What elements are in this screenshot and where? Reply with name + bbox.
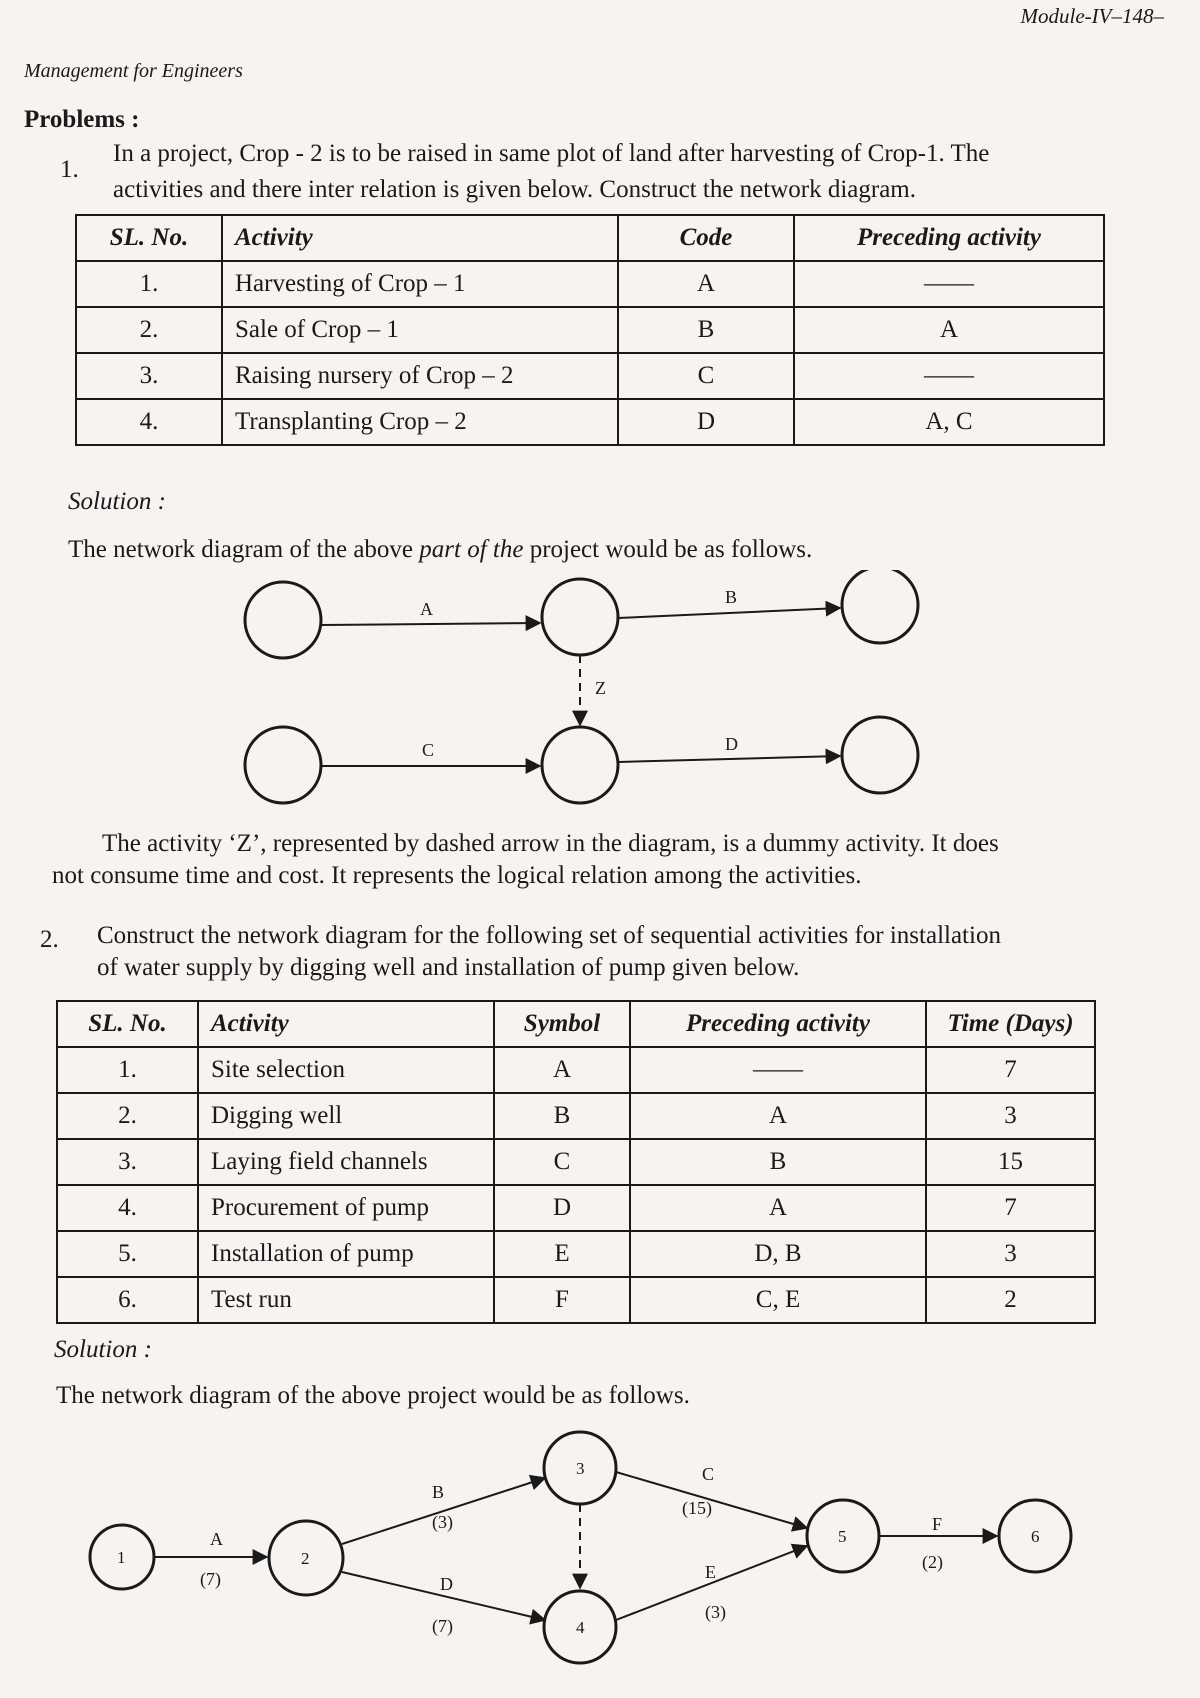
- solution-text-part: The network diagram of the above: [68, 536, 420, 563]
- cell-time: 3: [926, 1231, 1095, 1277]
- label-d: D: [725, 734, 738, 754]
- event-node: [245, 727, 321, 803]
- cell-code: A: [618, 261, 794, 307]
- cell-activity: Test run: [198, 1277, 494, 1323]
- cell-activity: Site selection: [198, 1047, 494, 1093]
- label-f: F: [932, 1514, 943, 1534]
- table-row: [57, 1139, 1095, 1185]
- table-row: [76, 353, 1104, 399]
- cell-symbol: F: [494, 1277, 630, 1323]
- node-label-2: 2: [301, 1549, 310, 1568]
- col-code: Code: [618, 215, 794, 261]
- table-row: [57, 1277, 1095, 1323]
- problem1-solution-text: [68, 536, 812, 564]
- cell-symbol: D: [494, 1185, 630, 1231]
- node-label-1: 1: [117, 1548, 126, 1567]
- event-node: [542, 727, 618, 803]
- cell-preceding: A, C: [794, 399, 1104, 445]
- event-node: [842, 570, 918, 643]
- arrow-a: [321, 623, 540, 625]
- label-d-time: (7): [432, 1616, 453, 1636]
- problem2-text-line2: of water supply by digging well and installation of pump given below.: [97, 954, 800, 981]
- cell-symbol: A: [494, 1047, 630, 1093]
- label-d: D: [440, 1574, 453, 1594]
- cell-preceding: D, B: [630, 1231, 926, 1277]
- table-row: [57, 1093, 1095, 1139]
- cell-activity: Digging well: [198, 1093, 494, 1139]
- cell-sl: 1.: [57, 1047, 198, 1093]
- cell-preceding: ——: [794, 353, 1104, 399]
- cell-preceding: A: [630, 1185, 926, 1231]
- cell-sl: 5.: [57, 1231, 198, 1277]
- table-header-row: [76, 215, 1104, 261]
- col-activity: Activity: [222, 215, 618, 261]
- col-sl-no: SL. No.: [76, 215, 222, 261]
- problem1-note-line2: not consume time and cost. It represents the logical relation among the activities.: [52, 862, 862, 889]
- cell-sl: 3.: [76, 353, 222, 399]
- table-row: [76, 399, 1104, 445]
- solution-text-italic: part of the: [419, 536, 524, 563]
- event-node: [542, 579, 618, 655]
- col-preceding: Preceding activity: [630, 1001, 926, 1047]
- table-row: [76, 307, 1104, 353]
- table-row: [57, 1185, 1095, 1231]
- book-title: Management for Engineers: [24, 60, 243, 82]
- label-c-time: (15): [682, 1498, 712, 1518]
- col-time: Time (Days): [926, 1001, 1095, 1047]
- arrow-b: [618, 608, 840, 618]
- label-a: A: [210, 1529, 223, 1549]
- cell-sl: 1.: [76, 261, 222, 307]
- cell-time: 7: [926, 1185, 1095, 1231]
- cell-activity: Procurement of pump: [198, 1185, 494, 1231]
- col-preceding: Preceding activity: [794, 215, 1104, 261]
- module-page-number: Module-IV–148–: [1020, 4, 1164, 28]
- label-b: B: [725, 587, 738, 607]
- cell-symbol: E: [494, 1231, 630, 1277]
- label-b-time: (3): [432, 1512, 453, 1532]
- table-row: [76, 261, 1104, 307]
- problem2-solution-label: Solution :: [54, 1336, 152, 1363]
- network-diagram-1: [0, 570, 1200, 820]
- label-a-time: (7): [200, 1569, 221, 1589]
- cell-activity: Transplanting Crop – 2: [222, 399, 618, 445]
- problem2-solution-text: The network diagram of the above project would be as follows.: [56, 1382, 690, 1409]
- table-header-row: [57, 1001, 1095, 1047]
- cell-sl: 2.: [76, 307, 222, 353]
- cell-time: 2: [926, 1277, 1095, 1323]
- cell-preceding: ——: [794, 261, 1104, 307]
- node-label-3: 3: [576, 1459, 585, 1478]
- problem1-text-line2: activities and there inter relation is given below. Construct the network diagram.: [113, 176, 917, 203]
- label-e-time: (3): [705, 1602, 726, 1622]
- cell-preceding: A: [630, 1093, 926, 1139]
- table-row: [57, 1047, 1095, 1093]
- cell-preceding: A: [794, 307, 1104, 353]
- solution-text-part: project would be as follows.: [523, 536, 813, 563]
- event-node: [245, 582, 321, 658]
- label-f-time: (2): [922, 1552, 943, 1572]
- cell-symbol: C: [494, 1139, 630, 1185]
- cell-activity: Laying field channels: [198, 1139, 494, 1185]
- cell-activity: Installation of pump: [198, 1231, 494, 1277]
- cell-time: 3: [926, 1093, 1095, 1139]
- cell-preceding: B: [630, 1139, 926, 1185]
- col-symbol: Symbol: [494, 1001, 630, 1047]
- table-row: [57, 1231, 1095, 1277]
- label-b: B: [432, 1482, 445, 1502]
- cell-symbol: B: [494, 1093, 630, 1139]
- node-label-4: 4: [576, 1618, 585, 1637]
- label-c: C: [422, 740, 435, 760]
- cell-code: C: [618, 353, 794, 399]
- label-c: C: [702, 1464, 715, 1484]
- cell-activity: Sale of Crop – 1: [222, 307, 618, 353]
- cell-sl: 3.: [57, 1139, 198, 1185]
- label-e: E: [705, 1562, 716, 1582]
- problem2-number: 2.: [40, 926, 59, 953]
- col-sl-no: SL. No.: [57, 1001, 198, 1047]
- cell-code: D: [618, 399, 794, 445]
- cell-sl: 4.: [76, 399, 222, 445]
- problem2-text-line1: Construct the network diagram for the following set of sequential activities for installation: [97, 922, 1001, 949]
- cell-activity: Raising nursery of Crop – 2: [222, 353, 618, 399]
- cell-sl: 2.: [57, 1093, 198, 1139]
- cell-time: 15: [926, 1139, 1095, 1185]
- cell-time: 7: [926, 1047, 1095, 1093]
- problem1-number: 1.: [60, 156, 79, 183]
- cell-sl: 6.: [57, 1277, 198, 1323]
- problem1-table: [75, 214, 1105, 446]
- col-activity: Activity: [198, 1001, 494, 1047]
- problem2-table: [56, 1000, 1096, 1324]
- node-label-5: 5: [838, 1527, 847, 1546]
- problem1-text-line1: In a project, Crop - 2 is to be raised in same plot of land after harvesting of Crop-1. The: [113, 140, 990, 167]
- problem1-solution-label: Solution :: [68, 488, 166, 515]
- network-diagram-2: [0, 1420, 1200, 1690]
- cell-sl: 4.: [57, 1185, 198, 1231]
- label-a: A: [420, 599, 433, 619]
- event-node: [842, 717, 918, 793]
- label-z: Z: [595, 678, 606, 698]
- cell-preceding: C, E: [630, 1277, 926, 1323]
- cell-activity: Harvesting of Crop – 1: [222, 261, 618, 307]
- cell-preceding: ——: [630, 1047, 926, 1093]
- problems-heading: Problems :: [24, 106, 140, 133]
- problem1-note-line1: The activity ‘Z’, represented by dashed arrow in the diagram, is a dummy activity. It does: [102, 830, 999, 857]
- node-label-6: 6: [1031, 1527, 1040, 1546]
- arrow-d: [618, 756, 840, 762]
- cell-code: B: [618, 307, 794, 353]
